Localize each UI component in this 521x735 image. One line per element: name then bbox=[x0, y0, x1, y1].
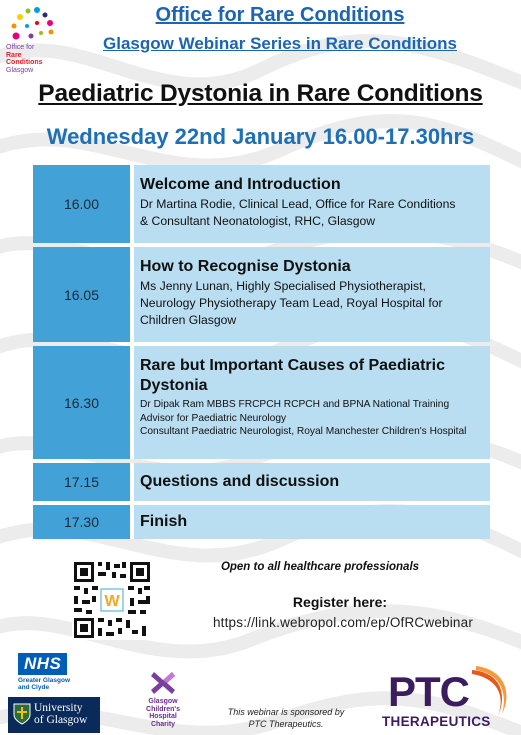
charity-cross-icon bbox=[148, 668, 178, 698]
schedule-row bbox=[33, 247, 490, 342]
session-details bbox=[130, 505, 490, 539]
nhs-board-name: Greater Glasgow and Clyde bbox=[18, 677, 71, 691]
schedule-row bbox=[33, 165, 490, 243]
audience-note: Open to all healthcare professionals bbox=[220, 561, 420, 573]
event-date: Wednesday 22nd January 16.00-17.30hrs bbox=[46, 124, 475, 149]
sponsor-note: This webinar is sponsored by PTC Therapeutics. bbox=[227, 707, 345, 729]
session-details bbox=[130, 165, 490, 243]
series-title[interactable]: Glasgow Webinar Series in Rare Conditions bbox=[103, 34, 457, 53]
ofrc-logo-text: Office for Rare Conditions Glasgow bbox=[6, 44, 43, 74]
schedule-row bbox=[33, 505, 490, 539]
schedule-table bbox=[33, 165, 490, 543]
session-time: 16.05 bbox=[33, 247, 130, 342]
university-shield-icon bbox=[13, 703, 31, 725]
charity-name: Glasgow Children's Hospital Charity bbox=[146, 698, 180, 728]
schedule-row bbox=[33, 463, 490, 501]
session-time: 16.30 bbox=[33, 346, 130, 459]
session-details bbox=[130, 247, 490, 342]
session-speaker: Ms Jenny Lunan, Highly Specialised Physiotherapist, Neurology Physiotherapy Team Lead, Royal Hospital for Children Glasgow bbox=[140, 279, 443, 327]
university-name: University of Glasgow bbox=[34, 702, 88, 726]
svg-text:W: W bbox=[104, 593, 120, 610]
qr-code-icon[interactable] bbox=[72, 560, 152, 640]
session-title: Welcome and Introduction bbox=[140, 176, 341, 193]
organisation-title[interactable]: Office for Rare Conditions bbox=[155, 4, 405, 26]
ptc-name: PTC bbox=[388, 668, 469, 715]
ofrc-logo bbox=[4, 6, 66, 76]
ptc-subtitle: THERAPEUTICS bbox=[382, 714, 491, 729]
session-time: 16.00 bbox=[33, 165, 130, 243]
ptc-therapeutics-logo bbox=[380, 664, 510, 732]
ofrc-dots-icon bbox=[8, 6, 58, 46]
session-time: 17.15 bbox=[33, 463, 130, 501]
session-title: How to Recognise Dystonia bbox=[140, 258, 351, 275]
session-time: 17.30 bbox=[33, 505, 130, 539]
charity-logo bbox=[140, 668, 186, 728]
page-title: Paediatric Dystonia in Rare Conditions bbox=[38, 80, 483, 107]
schedule-row bbox=[33, 346, 490, 459]
nhs-logo bbox=[18, 653, 70, 691]
session-title: Questions and discussion bbox=[140, 473, 340, 490]
register-link[interactable]: https://link.webropol.com/ep/OfRCwebinar bbox=[212, 615, 474, 630]
nhs-badge: NHS bbox=[18, 653, 67, 675]
session-speaker: Dr Dipak Ram MBBS FRCPCH RCPCH and BPNA National Training Advisor for Paediatric Neurology Consultant Paediatric Neurologist, Royal Manchester Children's Hospital bbox=[140, 399, 467, 438]
session-details bbox=[130, 346, 490, 459]
register-label: Register here: bbox=[292, 594, 388, 610]
session-title: Rare but Important Causes of Paediatric Dystonia bbox=[140, 357, 445, 394]
session-details bbox=[130, 463, 490, 501]
session-speaker: Dr Martina Rodie, Clinical Lead, Office for Rare Conditions & Consultant Neonatologist, RHC, Glasgow bbox=[140, 197, 456, 228]
university-of-glasgow-logo bbox=[8, 697, 100, 733]
session-title: Finish bbox=[140, 513, 188, 530]
